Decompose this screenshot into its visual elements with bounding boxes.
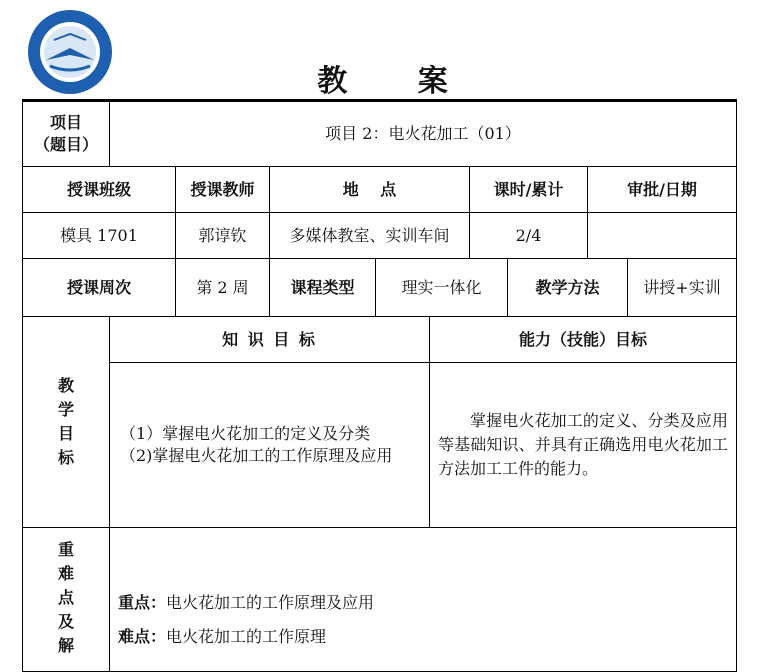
approve-value	[588, 213, 737, 259]
ability-goal-header: 能力（技能）目标	[430, 317, 737, 363]
lesson-plan-table	[22, 102, 737, 672]
key-difficult-points-label: 重 难 点 及 解	[22, 528, 110, 672]
week-label: 授课周次	[22, 259, 176, 317]
teaching-method-label: 教学方法	[508, 259, 628, 317]
hours-value: 2/4	[470, 213, 588, 259]
key-point: 重点：电火花加工的工作原理及应用	[118, 593, 375, 612]
approve-header: 审批/日期	[588, 167, 737, 213]
course-type-label: 课程类型	[270, 259, 376, 317]
teaching-goals-label: 教 学 目 标	[22, 317, 110, 528]
difficult-point: 难点：电火花加工的工作原理	[118, 627, 327, 646]
course-type-value: 理实一体化	[376, 259, 508, 317]
document-title: 教 案	[317, 64, 478, 99]
knowledge-goal-item: （2)掌握电火花加工的工作原理及应用	[120, 446, 393, 465]
project-value: 项目 2：电火花加工（01）	[110, 102, 737, 167]
key-difficult-points-content	[110, 528, 737, 672]
teacher-header: 授课教师	[176, 167, 270, 213]
project-label: 项目 （题目）	[22, 102, 110, 167]
knowledge-goal-list	[110, 363, 430, 528]
place-header: 地 点	[270, 167, 470, 213]
week-value: 第 2 周	[176, 259, 270, 317]
ability-goal-text: 掌握电火花加工的定义、分类及应用等基础知识、并具有正确选用电火花加工方法加工工件的能力。	[430, 363, 737, 528]
hours-header: 课时/累计	[470, 167, 588, 213]
knowledge-goal-item: （1）掌握电火花加工的定义及分类	[120, 424, 371, 443]
teaching-method-value: 讲授+实训	[628, 259, 737, 317]
knowledge-goal-header: 知 识 目 标	[110, 317, 430, 363]
class-header: 授课班级	[22, 167, 176, 213]
class-value: 模具 1701	[22, 213, 176, 259]
teacher-value: 郭谆钦	[176, 213, 270, 259]
place-value: 多媒体教室、实训车间	[270, 213, 470, 259]
